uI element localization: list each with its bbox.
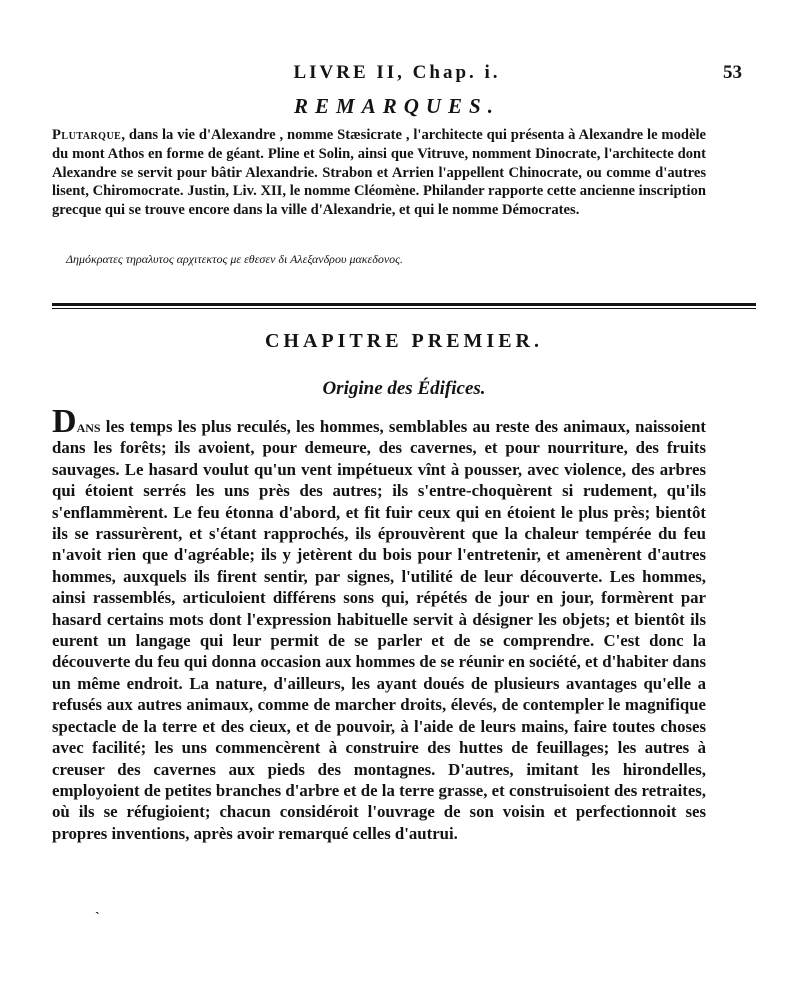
page-number: 53 bbox=[723, 62, 742, 83]
chapter-subtitle: Origine des Édifices. bbox=[322, 378, 486, 399]
stray-ink-mark: ˎ bbox=[95, 900, 100, 915]
body-text: les temps les plus reculés, les hommes, semblables au reste des animaux, naissoient dans les forêts; ils avoient, pour demeure, des cavernes, et pour nourriture, des fruits sauvages. Le hasard voulut qu'un vent impétueux vînt à pousser, avec violence, des arbres qui étoient serrés les uns près des autres; ils s'entre-choquèrent si rudement, qu'ils s'enflammèrent. Le feu étonna d'abord, et fit fuir ceux qui en étoient le plus près; bientôt ils se rassurèrent, et s'étant rapprochés, ils éprouvèrent que la chaleur tempérée du feu n'avoit rien que d'agréable; ils y jetèrent du bois pour l'entretenir, et amenèrent d'autres hommes, auxquels ils firent sentir, par signes, l'utilité de leur découverte. Les hommes, ainsi rassemblés, articuloient différens sons qui, répétés de jour en jour, formèrent par hasard certains mots dont l'expression habituelle servit à désigner les objets; et bientôt ils eurent un langage qui leur permit de se parler et de se comprendre. C'est donc la découverte du feu qui donna occasion aux hommes de se réunir en société, et d'habiter dans un même endroit. La nature, d'ailleurs, les ayant doués de plusieurs avantages qu'elle a refusés aux autres animaux, comme de marcher droits, élevés, de contempler le magnifique spectacle de la terre et des cieux, et de pouvoir, à l'aide de leurs mains, faire toutes choses avec facilité; les uns commencèrent à construire des huttes de feuillages; les autres à creuser des cavernes aux pieds des montagnes. D'autres, imitant les hirondelles, employoient de petites branches d'arbre et de la terre grasse, et construisoient des retraites, où ils se réfugioient; chacun considéroit l'ouvrage de son voisin et perfectionnoit ses propres inventions, après avoir remarqué celles d'autrui. bbox=[52, 417, 706, 843]
chapter-body-paragraph bbox=[52, 403, 706, 844]
chapter-title: CHAPITRE PREMIER. bbox=[264, 330, 543, 352]
body-text-start: ans bbox=[76, 417, 101, 436]
remarques-lead-word: Plutarque bbox=[52, 127, 122, 143]
running-head-title: LIVRE II, Chap. i. bbox=[293, 62, 501, 83]
drop-cap: D bbox=[52, 403, 77, 440]
remarques-heading: REMARQUES. bbox=[294, 94, 500, 118]
section-divider-thick bbox=[52, 303, 756, 306]
section-divider-thin bbox=[52, 308, 756, 309]
greek-inscription: Δημόκρατες τηραλυτος αρχιτεκτος με εθεσεν δι Αλεξανδρου μακεδονος. bbox=[66, 252, 404, 266]
remarques-paragraph bbox=[52, 126, 706, 220]
running-head bbox=[52, 62, 742, 92]
remarques-text: , dans la vie d'Alexandre , nomme Stæsicrate , l'architecte qui présenta à Alexandre le modèle du mont Athos en forme de géant. Pline et Solin, ainsi que Vitruve, nomment Dinocrate, l'architecte dont Alexandre se servit pour bâtir Alexandrie. Strabon et Arrien l'appellent Chinocrate, ou comme d'autres lisent, Chiromocrate. Justin, Liv. XII, le nomme Cléomène. Philander rapporte cette ancienne inscription grecque qui se trouve encore dans la ville d'Alexandrie, et qui le nomme Démocrates. bbox=[52, 127, 706, 219]
